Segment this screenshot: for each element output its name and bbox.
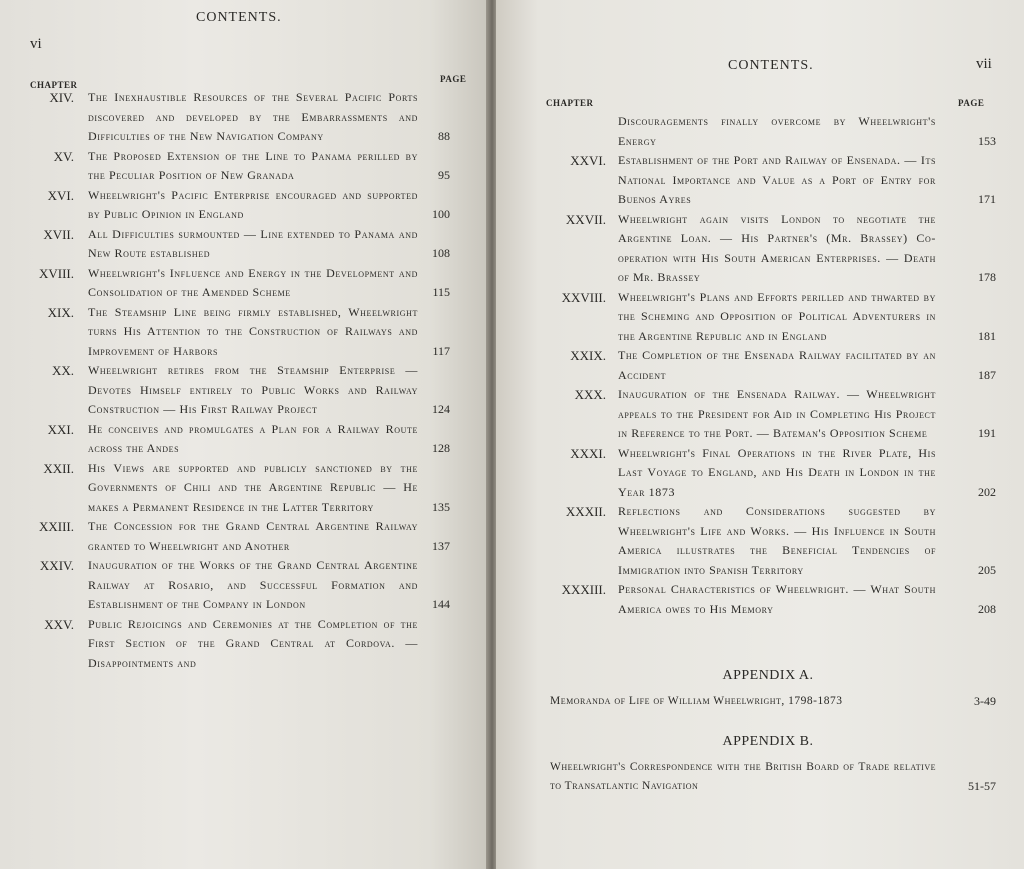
page-number: 208: [978, 601, 996, 616]
chapter-title: Wheelwright's Plans and Efforts perilled and thwarted by the Scheming and Opposition of Political Adventurers in the Argentine Republic and in England: [618, 289, 936, 343]
page-number: 128: [432, 441, 450, 455]
chapter-number: XV.: [53, 148, 74, 164]
page-number: 171: [978, 192, 996, 206]
page-number: 108: [432, 246, 450, 260]
chapter-number: XIX.: [47, 304, 74, 320]
toc-entry: [22, 225, 450, 264]
chapter-number: XXXI.: [570, 445, 606, 461]
page-number: 144: [432, 597, 450, 611]
chapter-title: Inauguration of the Works of the Grand Central Argentine Railway at Rosario, and Successful Formation and Establishment of the Company in London: [88, 558, 418, 611]
page-number: 178: [978, 270, 996, 284]
toc-entry: [22, 361, 450, 420]
chapter-title: Wheelwright retires from the Steamship Enterprise — Devotes Himself entirely to Public Works and Railway Construction — His First Railway Project: [88, 363, 418, 416]
page-number: 187: [978, 367, 996, 382]
chapter-number: XXI.: [47, 421, 74, 437]
chapter-title: Discouragements finally overcome by Wheelwright's Energy: [618, 114, 936, 148]
left-folio: vi: [30, 36, 42, 52]
chapter-number: XXXIII.: [561, 582, 606, 597]
appendix-b-page: 51-57: [968, 779, 996, 793]
chapter-number: XXIV.: [39, 558, 74, 573]
left-page: [0, 0, 488, 869]
left-page-label: PAGE: [440, 74, 467, 84]
chapter-title: The Steamship Line being firmly established, Wheelwright turns His Attention to the Construction of Railways and Improvement of Harbors: [88, 304, 418, 358]
toc-entry: [22, 264, 450, 303]
toc-entry: [22, 88, 450, 147]
chapter-title: The Proposed Extension of the Line to Panama perilled by the Peculiar Position of New Granada: [88, 148, 418, 182]
toc-entry: [22, 517, 450, 556]
toc-entry: [540, 444, 996, 503]
page-number: 115: [432, 285, 450, 299]
left-chapter-label: CHAPTER: [30, 80, 78, 90]
toc-entry: [540, 580, 996, 619]
toc-entry: [540, 346, 996, 385]
toc-entry: [540, 151, 996, 210]
chapter-number: XXIII.: [38, 519, 74, 534]
page-number: 88: [438, 129, 450, 143]
appendix-b-text: Wheelwright's Correspondence with the British Board of Trade relative to Transatlantic Navigation: [550, 761, 936, 792]
page-number: 181: [978, 328, 996, 343]
chapter-number: XVIII.: [38, 265, 74, 281]
chapter-title: Wheelwright's Pacific Enterprise encouraged and supported by Public Opinion in England: [88, 187, 418, 221]
chapter-number: XIV.: [49, 90, 74, 105]
page-number: 205: [978, 562, 996, 577]
chapter-number: XXVII.: [565, 211, 606, 227]
chapter-title: Inauguration of the Ensenada Railway. — Wheelwright appeals to the President for Aid in Completing His Project in Reference to the Port. — Bateman's Opposition Scheme: [618, 387, 936, 440]
chapter-number: XXII.: [43, 460, 74, 476]
chapter-title: Establishment of the Port and Railway of Ensenada. — Its National Importance and Value as a Port of Entry for Buenos Ayres: [618, 153, 936, 206]
toc-entry: [540, 385, 996, 444]
chapter-title: His Views are supported and publicly sanctioned by the Governments of Chili and the Argentine Republic — He makes a Permanent Residence in the Latter Territory: [88, 460, 418, 514]
chapter-title: Reflections and Considerations suggested by Wheelwright's Life and Works. — His Influence in South America illustrates the Beneficial Tendencies of Immigration into Spanish Territory: [618, 504, 936, 577]
chapter-title: Personal Characteristics of Wheelwright. — What South America owes to His Memory: [618, 582, 936, 616]
appendix-a-text: Memoranda of Life of William Wheelwright, 1798-1873: [550, 695, 843, 707]
toc-entry: [22, 556, 450, 615]
toc-entry: [540, 502, 996, 580]
page-number: 153: [978, 133, 996, 148]
left-toc-list: [22, 88, 450, 673]
right-toc-list: [540, 112, 996, 619]
toc-entry: [22, 459, 450, 518]
chapter-title: He conceives and promulgates a Plan for a Railway Route across the Andes: [88, 421, 418, 455]
page-number: 135: [432, 499, 450, 514]
chapter-title: Wheelwright's Influence and Energy in the Development and Consolidation of the Amended Scheme: [88, 265, 418, 299]
page-number: 137: [432, 538, 450, 553]
chapter-number: XXIX.: [570, 348, 606, 363]
chapter-title: The Completion of the Ensenada Railway facilitated by an Accident: [618, 348, 936, 382]
right-running-head: CONTENTS.: [728, 58, 814, 73]
appendix-a-page: 3-49: [974, 694, 996, 708]
toc-entry: [22, 303, 450, 362]
chapter-number: XXX.: [574, 387, 606, 402]
appendix-b: [540, 734, 996, 796]
left-running-head: CONTENTS.: [196, 10, 282, 25]
toc-entry: [540, 210, 996, 288]
right-chapter-label: CHAPTER: [546, 98, 594, 108]
chapter-title: The Inexhaustible Resources of the Several Pacific Ports discovered and developed by the Embarrassments and Difficulties of the New Navigation Company: [88, 90, 418, 143]
right-page: [496, 0, 1024, 869]
toc-entry: [22, 615, 450, 674]
appendix-a: [540, 668, 996, 711]
page-number: 202: [978, 484, 996, 499]
chapter-number: XVII.: [43, 226, 74, 242]
appendix-a-heading: APPENDIX A.: [722, 668, 814, 683]
right-page-label: PAGE: [958, 98, 985, 108]
chapter-number: XXVIII.: [561, 289, 606, 305]
toc-entry: [22, 420, 450, 459]
chapter-title: Public Rejoicings and Ceremonies at the Completion of the First Section of the Grand Central at Cordova. — Disappointments and: [88, 616, 418, 670]
chapter-number: XXXII.: [565, 504, 606, 519]
page-number: 100: [432, 207, 450, 221]
page-number: 124: [432, 402, 450, 416]
chapter-number: XVI.: [47, 187, 74, 203]
toc-entry: [540, 288, 996, 347]
chapter-title: Wheelwright again visits London to negotiate the Argentine Loan. — His Partner's (Mr. Brassey) Co-operation with His South American Enterprises. — Death of Mr. Brassey: [618, 211, 936, 284]
toc-entry: [540, 112, 996, 151]
chapter-title: The Concession for the Grand Central Argentine Railway granted to Wheelwright and Another: [88, 519, 418, 553]
page-number: 117: [432, 343, 450, 358]
toc-entry: [22, 147, 450, 186]
appendix-b-heading: APPENDIX B.: [722, 734, 814, 749]
right-folio: vii: [976, 56, 992, 72]
chapter-title: Wheelwright's Final Operations in the River Plate, His Last Voyage to England, and His Death in London in the Year 1873: [618, 445, 936, 499]
chapter-number: XX.: [51, 363, 74, 378]
toc-entry: [22, 186, 450, 225]
page-number: 191: [978, 426, 996, 440]
chapter-number: XXVI.: [570, 153, 606, 168]
chapter-title: All Difficulties surmounted — Line extended to Panama and New Route established: [88, 226, 418, 260]
page-number: 95: [438, 168, 450, 182]
chapter-number: XXV.: [44, 616, 74, 632]
